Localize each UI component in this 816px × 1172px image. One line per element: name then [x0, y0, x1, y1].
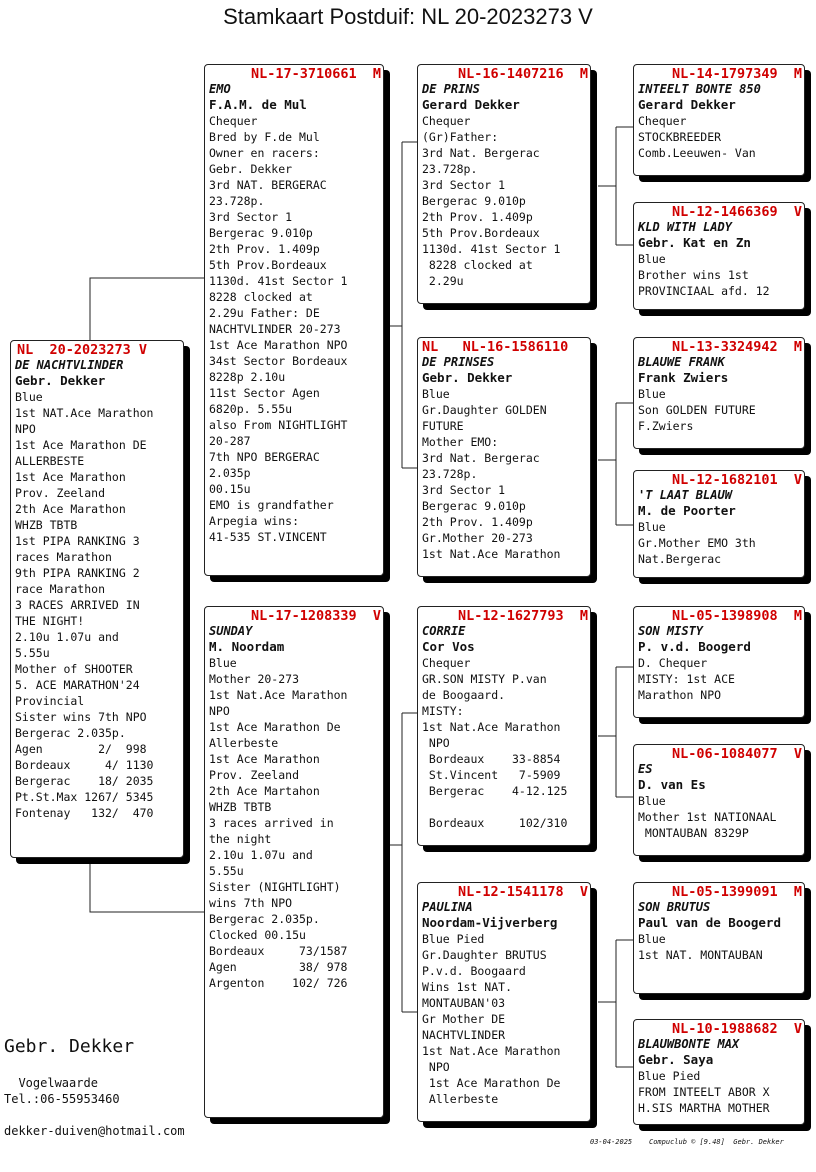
ggp-mmf-card[interactable] [633, 882, 805, 994]
info-line: Bred by F.de Mul [209, 130, 320, 144]
info-line: Comb.Leeuwen- Van [638, 146, 756, 160]
owner-name: Frank Zwiers [638, 370, 729, 385]
ggp-mff-card[interactable] [633, 606, 805, 718]
info-lines [209, 113, 379, 545]
ggp-fmm-card[interactable] [633, 470, 805, 578]
info-line: Gebr. Dekker [209, 162, 293, 176]
info-line: 5th Prov.Bordeaux [422, 226, 540, 240]
pigeon-name: CORRIE [422, 624, 466, 638]
info-line: FROM INTEELT ABOR X [638, 1085, 770, 1099]
info-line: 3 RACES ARRIVED IN [15, 598, 140, 612]
info-lines [422, 113, 586, 289]
info-line: Mother 1st NATIONAAL [638, 810, 777, 824]
info-line: 00.15u [209, 482, 251, 496]
info-lines [209, 655, 379, 991]
info-line: 8228p 2.10u [209, 370, 286, 384]
grandmother-paternal-card[interactable] [417, 337, 591, 577]
info-line: Bergerac 9.010p [422, 499, 526, 513]
grandmother-maternal-card[interactable] [417, 882, 591, 1122]
owner-name: Gebr. Dekker [15, 373, 106, 388]
ring-number: NL-12-1466369 V [671, 204, 802, 220]
info-line: 1st Ace Marathon De [209, 720, 341, 734]
info-line: MONTAUBAN 8329P [638, 826, 749, 840]
pigeon-name: PAULINA [422, 900, 473, 914]
info-line: races Marathon [15, 550, 112, 564]
info-line: Nat.Bergerac [638, 552, 722, 566]
info-line: Bergerac 4-12.125 [422, 784, 568, 798]
info-line: Marathon NPO [638, 688, 722, 702]
info-line: 3rd Nat. Bergerac [422, 146, 540, 160]
ring-number: NL 20-2023273 V [17, 342, 148, 358]
info-line: Blue [209, 656, 237, 670]
info-line: WHZB TBTB [15, 518, 78, 532]
info-line: also From NIGHTLIGHT [209, 418, 348, 432]
grandfather-paternal-card[interactable] [417, 64, 591, 304]
info-line: Brother wins 1st [638, 268, 749, 282]
info-line: NPO [422, 1060, 450, 1074]
info-line: Bordeaux 4/ 1130 [15, 758, 154, 772]
info-line: 1st Nat.Ace Marathon [209, 688, 348, 702]
ggp-ffm-card[interactable] [633, 202, 805, 310]
info-line: Bordeaux 33-8854 [422, 752, 561, 766]
info-line: 1st NAT.Ace Marathon [15, 406, 154, 420]
info-line: 1st Ace Marathon [209, 752, 320, 766]
info-line: Son GOLDEN FUTURE [638, 403, 756, 417]
breeder-email[interactable]: dekker-duiven@hotmail.com [4, 1124, 185, 1138]
info-line: NPO [209, 704, 230, 718]
info-lines [638, 1068, 800, 1116]
info-line: 2th Ace Martahon [209, 784, 320, 798]
info-line: 3rd Sector 1 [422, 178, 506, 192]
info-line: MONTAUBAN'03 [422, 996, 506, 1010]
info-lines [638, 251, 800, 299]
owner-name: M. de Poorter [638, 503, 736, 518]
owner-name: M. Noordam [209, 639, 285, 654]
info-line: Blue [15, 390, 43, 404]
info-line: H.SIS MARTHA MOTHER [638, 1101, 770, 1115]
info-line: 23.728p. [422, 162, 478, 176]
info-line: Mother of SHOOTER [15, 662, 133, 676]
ggp-mmm-card[interactable] [633, 1019, 805, 1125]
info-line: Allerbeste [422, 1092, 499, 1106]
owner-name: Gebr. Dekker [422, 370, 513, 385]
info-line: 2th Prov. 1.409p [422, 515, 533, 529]
owner-name: Gebr. Kat en Zn [638, 235, 751, 250]
info-line: 2.29u Father: DE [209, 306, 320, 320]
ring-number: NL-17-3710661 M [250, 66, 381, 82]
info-line: Allerbeste [209, 736, 279, 750]
ring-number: NL-12-1627793 M [457, 608, 588, 624]
info-line: MISTY: 1st ACE [638, 672, 735, 686]
ring-number: NL NL-16-1586110 [422, 339, 569, 355]
ring-number: NL-12-1541178 V [457, 884, 588, 900]
info-line: WHZB TBTB [209, 800, 272, 814]
info-line: Gr.Daughter BRUTUS [422, 948, 547, 962]
owner-name: Gerard Dekker [638, 97, 736, 112]
info-line: 2.035p [209, 466, 251, 480]
info-line: 2.29u [422, 274, 464, 288]
info-line: Bordeaux 73/1587 [209, 944, 348, 958]
pigeon-name: BLAUWE FRANK [638, 355, 725, 369]
info-line: PROVINCIAAL afd. 12 [638, 284, 770, 298]
info-line: 1st Nat.Ace Marathon [422, 720, 561, 734]
info-line: Argenton 102/ 726 [209, 976, 348, 990]
info-line: 11st Sector Agen [209, 386, 320, 400]
pigeon-name: INTEELT BONTE 850 [638, 82, 761, 96]
info-lines [422, 655, 586, 831]
info-lines [638, 113, 800, 161]
info-line: Bergerac 18/ 2035 [15, 774, 154, 788]
info-line: 8228 clocked at [209, 290, 313, 304]
subject-card[interactable] [10, 340, 184, 858]
owner-name: Gebr. Saya [638, 1052, 714, 1067]
info-line: Blue [638, 932, 666, 946]
mother-card[interactable] [204, 606, 384, 1118]
info-line: 1st Nat.Ace Marathon [422, 1044, 561, 1058]
info-line: Blue [638, 794, 666, 808]
info-line: FUTURE [422, 419, 464, 433]
info-line: de Boogaard. [422, 688, 506, 702]
pigeon-name: SON BRUTUS [638, 900, 711, 914]
info-line: 1130d. 41st Sector 1 [422, 242, 561, 256]
pigeon-name: SUNDAY [209, 624, 253, 638]
ring-number: NL-14-1797349 M [671, 66, 802, 82]
info-line: Gr.Daughter GOLDEN [422, 403, 547, 417]
info-line: Mother EMO: [422, 435, 499, 449]
info-line: Owner en racers: [209, 146, 320, 160]
info-line: 3rd Sector 1 [422, 483, 506, 497]
info-line: ALLERBESTE [15, 454, 85, 468]
info-line: Fontenay 132/ 470 [15, 806, 154, 820]
info-line: Agen 2/ 998 [15, 742, 147, 756]
info-line: Provincial [15, 694, 85, 708]
info-line [422, 799, 586, 815]
info-line: P.v.d. Boogaard [422, 964, 526, 978]
info-line: EMO is grandfather [209, 498, 334, 512]
pigeon-name: KLD WITH LADY [638, 220, 732, 234]
info-line: Blue Pied [638, 1069, 701, 1083]
info-line: 1st Ace Marathon NPO [209, 338, 348, 352]
info-line: 23.728p. [209, 194, 265, 208]
info-line: Gr.Mother 20-273 [422, 531, 533, 545]
info-line: Chequer [209, 114, 258, 128]
owner-name: F.A.M. de Mul [209, 97, 307, 112]
info-lines [638, 793, 800, 841]
ring-number: NL-12-1682101 V [671, 472, 802, 488]
owner-name: Gerard Dekker [422, 97, 520, 112]
info-line: 1st Nat.Ace Marathon [422, 547, 561, 561]
info-line: Sister (NIGHTLIGHT) [209, 880, 341, 894]
info-line: Prov. Zeeland [15, 486, 106, 500]
info-line: Chequer [422, 656, 471, 670]
page-title: Stamkaart Postduif: NL 20-2023273 V [223, 4, 593, 29]
info-line: 5. ACE MARATHON'24 [15, 678, 140, 692]
info-line: Bergerac 2.035p. [15, 726, 126, 740]
ring-number: NL-17-1208339 V [250, 608, 381, 624]
info-line: Blue [638, 520, 666, 534]
info-line: 2.10u 1.07u and [209, 848, 313, 862]
print-stamp: 03-04-2025 Compuclub © [9.48] Gebr. Dekker [590, 1138, 784, 1146]
breeder-name: Gebr. Dekker [4, 1036, 135, 1057]
ring-number: NL-13-3324942 M [671, 339, 802, 355]
info-line: 1130d. 41st Sector 1 [209, 274, 348, 288]
info-line: 41-535 ST.VINCENT [209, 530, 327, 544]
info-line: 1st NAT. MONTAUBAN [638, 948, 763, 962]
pigeon-name: ES [638, 762, 653, 776]
info-line: 5.55u [209, 864, 244, 878]
info-line: 3 races arrived in [209, 816, 334, 830]
info-lines [422, 386, 586, 562]
info-line: 1st Ace Marathon DE [15, 438, 147, 452]
info-line: NACHTVLINDER 20-273 [209, 322, 341, 336]
ggp-mfm-card[interactable] [633, 744, 805, 856]
ring-number: NL-06-1084077 V [671, 746, 802, 762]
info-line: STOCKBREEDER [638, 130, 722, 144]
info-line: Blue Pied [422, 932, 485, 946]
owner-name: P. v.d. Boogerd [638, 639, 751, 654]
info-line: 2th Prov. 1.409p [422, 210, 533, 224]
info-line: Prov. Zeeland [209, 768, 300, 782]
info-lines [638, 519, 800, 567]
info-line: 1st Ace Marathon [15, 470, 126, 484]
info-line: GR.SON MISTY P.van [422, 672, 547, 686]
info-line: Blue [638, 387, 666, 401]
info-line: 20-287 [209, 434, 251, 448]
info-line: Wins 1st NAT. [422, 980, 513, 994]
owner-name: Paul van de Boogerd [638, 915, 781, 930]
info-line: D. Chequer [638, 656, 708, 670]
info-line: the night [209, 832, 272, 846]
pigeon-name: DE PRINS [422, 82, 480, 96]
info-line: 5.55u [15, 646, 50, 660]
ring-number: NL-05-1399091 M [671, 884, 802, 900]
info-lines [638, 655, 800, 703]
pigeon-name: DE PRINSES [422, 355, 495, 369]
grandfather-maternal-card[interactable] [417, 606, 591, 846]
info-line: 23.728p. [422, 467, 478, 481]
info-lines [15, 389, 179, 821]
info-line: NPO [422, 736, 450, 750]
ring-number: NL-05-1398908 M [671, 608, 802, 624]
info-line: 5th Prov.Bordeaux [209, 258, 327, 272]
info-line: Chequer [638, 114, 687, 128]
breeder-phone: Tel.:06-55953460 [4, 1092, 120, 1106]
info-line: Gr.Mother EMO 3th [638, 536, 756, 550]
info-line: THE NIGHT! [15, 614, 85, 628]
info-lines [422, 931, 586, 1107]
ring-number: NL-10-1988682 V [671, 1021, 802, 1037]
info-line: 9th PIPA RANKING 2 [15, 566, 140, 580]
info-line: Gr Mother DE [422, 1012, 506, 1026]
ggp-fmf-card[interactable] [633, 337, 805, 449]
info-line: NPO [15, 422, 36, 436]
info-line: 7th NPO BERGERAC [209, 450, 320, 464]
info-line: 8228 clocked at [422, 258, 533, 272]
ggp-fff-card[interactable] [633, 64, 805, 176]
info-line: 3rd Sector 1 [209, 210, 293, 224]
info-line: Bergerac 2.035p. [209, 912, 320, 926]
owner-name: Cor Vos [422, 639, 475, 654]
info-line: 6820p. 5.55u [209, 402, 293, 416]
info-line: 1st PIPA RANKING 3 [15, 534, 140, 548]
info-line: Mother 20-273 [209, 672, 300, 686]
pigeon-name: DE NACHTVLINDER [15, 358, 124, 372]
info-line: Blue [422, 387, 450, 401]
info-lines [638, 931, 800, 963]
info-line: Clocked 00.15u [209, 928, 306, 942]
info-line: Bergerac 9.010p [209, 226, 313, 240]
owner-name: D. van Es [638, 777, 706, 792]
info-line: Bordeaux 102/310 [422, 816, 568, 830]
info-line: F.Zwiers [638, 419, 694, 433]
info-line: 2th Prov. 1.409p [209, 242, 320, 256]
info-line: Sister wins 7th NPO [15, 710, 147, 724]
info-line: 34st Sector Bordeaux [209, 354, 348, 368]
info-line: MISTY: [422, 704, 464, 718]
info-line: 1st Ace Marathon De [422, 1076, 561, 1090]
info-line: wins 7th NPO [209, 896, 293, 910]
owner-name: Noordam-Vijverberg [422, 915, 558, 930]
pigeon-name: EMO [209, 82, 231, 96]
pigeon-name: 'T LAAT BLAUW [638, 488, 732, 502]
info-line: Bergerac 9.010p [422, 194, 526, 208]
info-line: race Marathon [15, 582, 106, 596]
info-line: Agen 38/ 978 [209, 960, 348, 974]
father-card[interactable] [204, 64, 384, 576]
pigeon-name: SON MISTY [638, 624, 704, 638]
info-line: Arpegia wins: [209, 514, 300, 528]
info-line: 3rd Nat. Bergerac [422, 451, 540, 465]
info-line: Blue [638, 252, 666, 266]
info-line: St.Vincent 7-5909 [422, 768, 561, 782]
info-line: 3rd NAT. BERGERAC [209, 178, 327, 192]
info-line: (Gr)Father: [422, 130, 499, 144]
info-line: 2th Ace Marathon [15, 502, 126, 516]
info-line: NACHTVLINDER [422, 1028, 506, 1042]
info-line: 2.10u 1.07u and [15, 630, 119, 644]
breeder-address [4, 1075, 120, 1107]
breeder-city: Vogelwaarde [4, 1076, 98, 1090]
info-lines [638, 386, 800, 434]
pigeon-name: BLAUWBONTE MAX [638, 1037, 740, 1051]
info-line: Pt.St.Max 1267/ 5345 [15, 790, 154, 804]
info-line: Chequer [422, 114, 471, 128]
ring-number: NL-16-1407216 M [457, 66, 588, 82]
